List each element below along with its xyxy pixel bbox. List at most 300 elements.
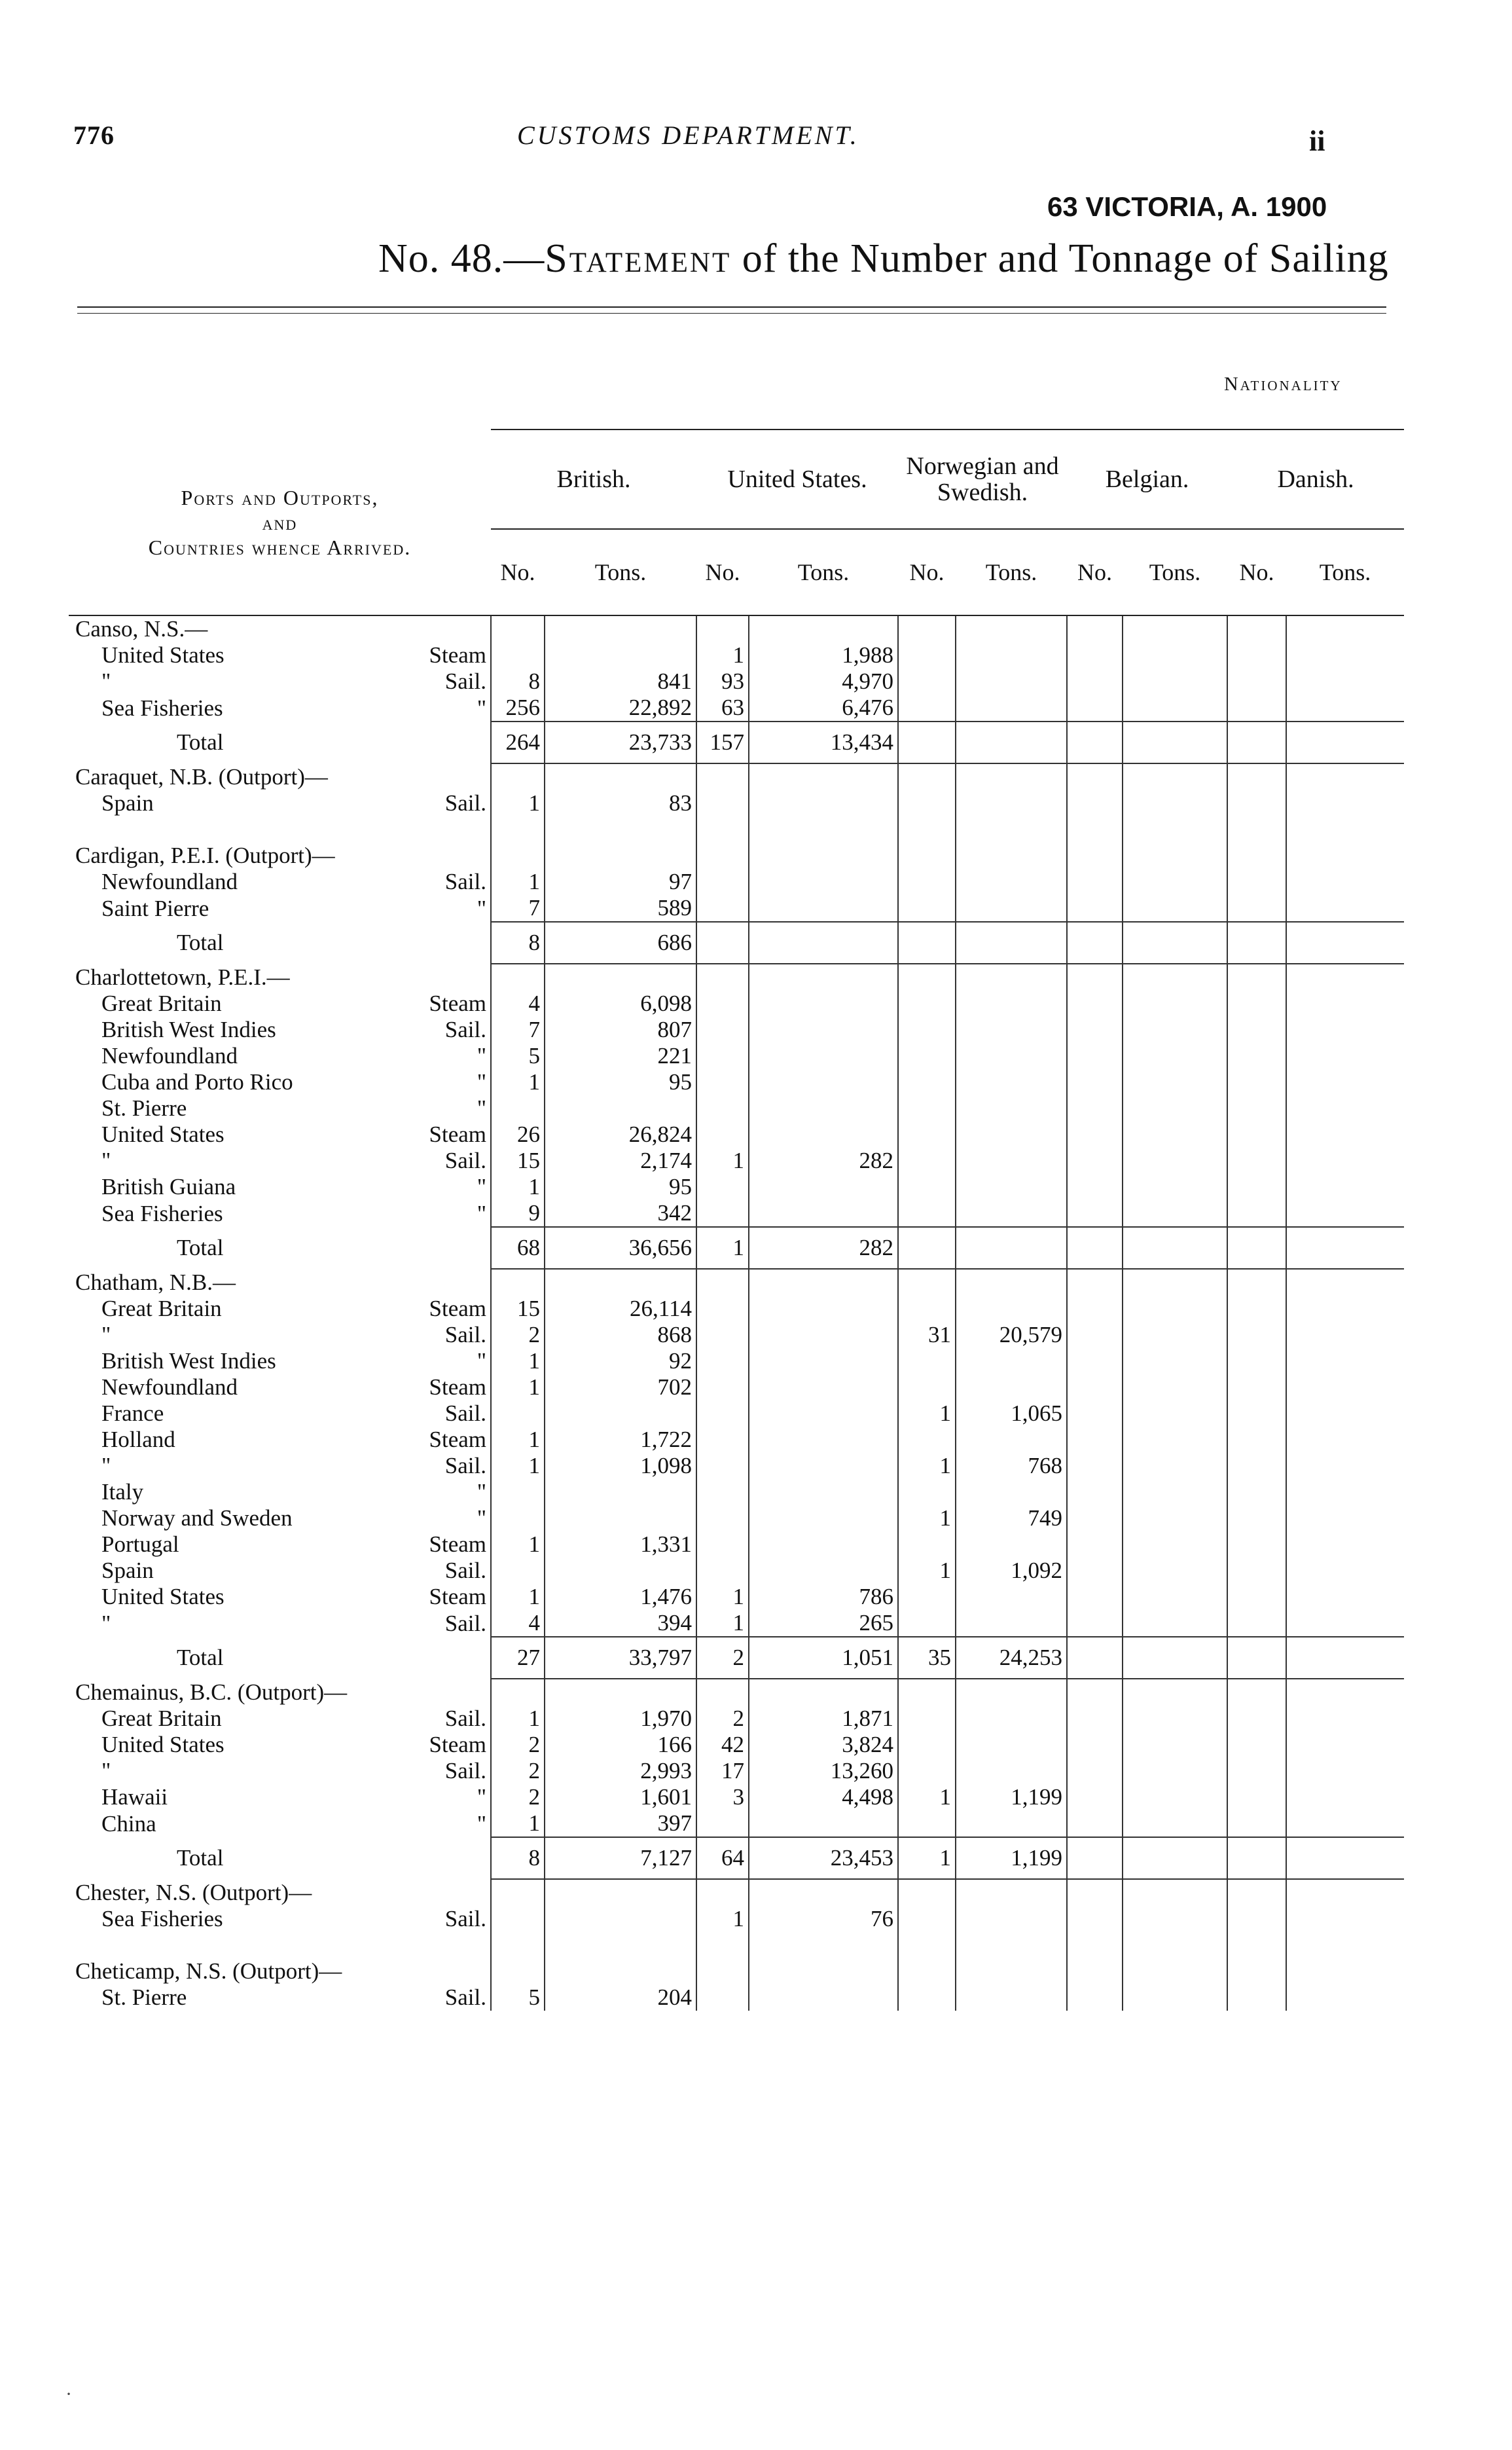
origin-country: Great Britain: [101, 1706, 222, 1731]
empty-cell: [1286, 1531, 1404, 1558]
empty-cell: [956, 1122, 1067, 1148]
empty-cell: [1286, 642, 1404, 668]
empty-cell: [956, 1879, 1067, 1906]
empty-cell: [1286, 1479, 1404, 1505]
empty-cell: [1286, 922, 1404, 964]
empty-cell: [898, 1679, 956, 1706]
tons-cell: 282: [749, 1148, 898, 1174]
origin-country: United States: [101, 642, 225, 668]
tons-cell: 265: [749, 1610, 898, 1637]
vessel-count-cell: 5: [491, 1043, 545, 1069]
tons-cell: 97: [545, 869, 696, 895]
spacer-cell: [545, 816, 696, 843]
empty-cell: [749, 1017, 898, 1043]
origin-country: Norway and Sweden: [101, 1505, 293, 1531]
vessel-count-cell: 1: [491, 1706, 545, 1732]
origin-country: Sea Fisheries: [101, 1906, 223, 1931]
empty-cell: [491, 763, 545, 790]
origin-label-cell: [69, 1148, 491, 1174]
empty-cell: [1227, 869, 1286, 895]
empty-cell: [749, 964, 898, 991]
origin-country: Portugal: [101, 1531, 179, 1557]
vessel-count-cell: 1: [696, 1584, 749, 1610]
empty-cell: [1286, 1174, 1404, 1200]
table-row: [69, 642, 1404, 668]
empty-cell: [956, 843, 1067, 869]
empty-cell: [1123, 668, 1227, 695]
vessel-count-cell: 68: [491, 1227, 545, 1269]
empty-cell: [491, 642, 545, 668]
empty-cell: [956, 1531, 1067, 1558]
vessel-count-cell: 2: [696, 1637, 749, 1679]
origin-country: ": [101, 668, 111, 694]
empty-cell: [898, 922, 956, 964]
statement-title: [378, 236, 1389, 282]
empty-cell: [545, 1400, 696, 1427]
origin-label-cell: [69, 1784, 491, 1810]
empty-cell: [749, 1479, 898, 1505]
empty-cell: [1123, 1784, 1227, 1810]
empty-cell: [545, 843, 696, 869]
empty-cell: [696, 763, 749, 790]
empty-cell: [749, 843, 898, 869]
empty-cell: [545, 1558, 696, 1584]
origin-country: St. Pierre: [101, 1095, 187, 1121]
table-row: [69, 1322, 1404, 1348]
empty-cell: [545, 642, 696, 668]
empty-cell: [1067, 1505, 1123, 1531]
origin-label-cell: [69, 1095, 491, 1122]
vessel-count-cell: 8: [491, 922, 545, 964]
empty-cell: [1067, 1706, 1123, 1732]
empty-cell: [749, 1453, 898, 1479]
title-rule: [77, 306, 1386, 308]
ports-heading: [69, 430, 491, 615]
empty-cell: [1067, 1679, 1123, 1706]
empty-cell: [491, 1095, 545, 1122]
vessel-kind: ": [477, 1784, 486, 1810]
empty-cell: [1227, 1558, 1286, 1584]
vessel-count-cell: 256: [491, 695, 545, 722]
empty-cell: [696, 1531, 749, 1558]
origin-country: ": [101, 1322, 111, 1347]
origin-label-cell: [69, 1610, 491, 1637]
empty-cell: [898, 1732, 956, 1758]
empty-cell: [1123, 642, 1227, 668]
vessel-count-cell: 1: [898, 1400, 956, 1427]
empty-cell: [1067, 869, 1123, 895]
empty-cell: [1227, 1679, 1286, 1706]
tonnage-table-grid: [69, 429, 1404, 2011]
empty-cell: [1286, 763, 1404, 790]
spacer-cell: [956, 816, 1067, 843]
empty-cell: [1227, 964, 1286, 991]
empty-cell: [1067, 1784, 1123, 1810]
empty-cell: [696, 1322, 749, 1348]
empty-cell: [696, 1122, 749, 1148]
place-heading: Chatham, N.B.—: [75, 1270, 236, 1295]
empty-cell: [749, 1531, 898, 1558]
empty-cell: [898, 991, 956, 1017]
empty-cell: [1286, 1017, 1404, 1043]
empty-cell: [1123, 895, 1227, 922]
vessel-kind: ": [477, 1095, 486, 1121]
empty-cell: [1227, 895, 1286, 922]
empty-cell: [749, 1958, 898, 1984]
empty-cell: [545, 1679, 696, 1706]
spacer-cell: [749, 816, 898, 843]
empty-cell: [1227, 695, 1286, 722]
empty-cell: [898, 695, 956, 722]
empty-cell: [1227, 668, 1286, 695]
empty-cell: [1227, 843, 1286, 869]
empty-cell: [898, 1017, 956, 1043]
vessel-kind: Steam: [429, 642, 486, 668]
origin-label-cell: [69, 1400, 491, 1427]
vessel-count-cell: 157: [696, 722, 749, 763]
empty-cell: [956, 1758, 1067, 1784]
nationality-label: Nationality: [1224, 373, 1342, 395]
sub-header-no: No.: [1067, 529, 1123, 615]
origin-country: Spain: [101, 790, 154, 816]
empty-cell: [1067, 1148, 1123, 1174]
tons-cell: 589: [545, 895, 696, 922]
empty-cell: [1227, 1505, 1286, 1531]
tons-cell: 24,253: [956, 1637, 1067, 1679]
tons-cell: 394: [545, 1610, 696, 1637]
origin-label-cell: [69, 1348, 491, 1374]
empty-cell: [1123, 1148, 1227, 1174]
tons-cell: 36,656: [545, 1227, 696, 1269]
empty-cell: [1067, 1958, 1123, 1984]
origin-country: ": [101, 1611, 111, 1636]
empty-cell: [696, 1348, 749, 1374]
vessel-kind: ": [477, 896, 486, 921]
origin-country: Newfoundland: [101, 869, 238, 894]
empty-cell: [545, 1879, 696, 1906]
empty-cell: [696, 1958, 749, 1984]
empty-cell: [1286, 1610, 1404, 1637]
empty-cell: [749, 763, 898, 790]
empty-cell: [898, 1758, 956, 1784]
empty-cell: [696, 790, 749, 816]
origin-country: Sea Fisheries: [101, 1201, 223, 1226]
origin-label-cell: [69, 1174, 491, 1200]
sub-header-tons: Tons.: [545, 529, 696, 615]
empty-cell: [1123, 1174, 1227, 1200]
empty-cell: [1067, 1200, 1123, 1227]
empty-cell: [491, 1679, 545, 1706]
empty-cell: [1123, 1531, 1227, 1558]
vessel-kind: ": [477, 1348, 486, 1374]
empty-cell: [956, 1906, 1067, 1932]
empty-cell: [1286, 1348, 1404, 1374]
tons-cell: 807: [545, 1017, 696, 1043]
empty-cell: [1286, 1984, 1404, 2011]
origin-country: Cuba and Porto Rico: [101, 1069, 293, 1095]
origin-country: China: [101, 1811, 156, 1837]
empty-cell: [696, 991, 749, 1017]
place-heading: Caraquet, N.B. (Outport)—: [75, 764, 328, 790]
empty-cell: [1286, 1296, 1404, 1322]
empty-cell: [898, 1296, 956, 1322]
empty-cell: [1123, 1984, 1227, 2011]
table-row: [69, 695, 1404, 722]
origin-country: Holland: [101, 1427, 175, 1452]
empty-cell: [898, 869, 956, 895]
empty-cell: [1227, 1348, 1286, 1374]
empty-cell: [1286, 1958, 1404, 1984]
vessel-kind: Sail.: [444, 1758, 486, 1783]
spacer-cell: [491, 1932, 545, 1958]
empty-cell: [1286, 1732, 1404, 1758]
empty-cell: [1227, 1610, 1286, 1637]
empty-cell: [696, 1400, 749, 1427]
empty-cell: [1227, 991, 1286, 1017]
empty-cell: [1123, 869, 1227, 895]
place-heading: Cheticamp, N.S. (Outport)—: [75, 1958, 342, 1984]
tons-cell: 13,434: [749, 722, 898, 763]
empty-cell: [491, 1479, 545, 1505]
empty-cell: [491, 964, 545, 991]
empty-cell: [898, 1427, 956, 1453]
tons-cell: 26,114: [545, 1296, 696, 1322]
place-heading-row: [69, 763, 1404, 790]
empty-cell: [1123, 1706, 1227, 1732]
spacer-cell: [1286, 816, 1404, 843]
tons-cell: 7,127: [545, 1837, 696, 1879]
empty-cell: [898, 1706, 956, 1732]
origin-label-cell: [69, 1453, 491, 1479]
tons-cell: 397: [545, 1810, 696, 1837]
vessel-count-cell: 3: [696, 1784, 749, 1810]
empty-cell: [696, 1095, 749, 1122]
vessel-count-cell: 35: [898, 1637, 956, 1679]
empty-cell: [1286, 695, 1404, 722]
vessel-kind: Sail.: [444, 1984, 486, 2010]
empty-cell: [1067, 1906, 1123, 1932]
tons-cell: 1,092: [956, 1558, 1067, 1584]
empty-cell: [696, 1505, 749, 1531]
empty-cell: [491, 1269, 545, 1296]
empty-cell: [1227, 1374, 1286, 1400]
vessel-count-cell: 1: [491, 869, 545, 895]
tons-cell: 92: [545, 1348, 696, 1374]
vessel-count-cell: 64: [696, 1837, 749, 1879]
vessel-count-cell: 264: [491, 722, 545, 763]
table-row: [69, 1906, 1404, 1932]
empty-cell: [898, 1879, 956, 1906]
empty-cell: [898, 763, 956, 790]
tons-cell: 342: [545, 1200, 696, 1227]
vessel-count-cell: 2: [696, 1706, 749, 1732]
empty-cell: [1123, 763, 1227, 790]
empty-cell: [898, 843, 956, 869]
table-row: [69, 1069, 1404, 1095]
empty-cell: [1227, 1837, 1286, 1879]
empty-cell: [1123, 964, 1227, 991]
empty-cell: [956, 1017, 1067, 1043]
sub-header-no: No.: [696, 529, 749, 615]
empty-cell: [749, 1069, 898, 1095]
empty-cell: [956, 1584, 1067, 1610]
empty-cell: [696, 964, 749, 991]
empty-cell: [1123, 1505, 1227, 1531]
table-row: [69, 1706, 1404, 1732]
place-heading-row: [69, 1958, 1404, 1984]
origin-country: France: [101, 1400, 164, 1426]
vessel-count-cell: 1: [898, 1453, 956, 1479]
vessel-kind: Sail.: [444, 668, 486, 694]
empty-cell: [1123, 1958, 1227, 1984]
origin-label-cell: [69, 1479, 491, 1505]
origin-country: British West Indies: [101, 1017, 276, 1042]
empty-cell: [1067, 964, 1123, 991]
origin-label-cell: [69, 1043, 491, 1069]
place-heading-row: [69, 964, 1404, 991]
empty-cell: [956, 1679, 1067, 1706]
empty-cell: [1286, 1453, 1404, 1479]
empty-cell: [1286, 895, 1404, 922]
empty-cell: [1227, 1122, 1286, 1148]
table-row: [69, 1732, 1404, 1758]
table-row: [69, 1043, 1404, 1069]
empty-cell: [1067, 1558, 1123, 1584]
empty-cell: [1067, 1269, 1123, 1296]
empty-cell: [956, 1095, 1067, 1122]
origin-country: Sea Fisheries: [101, 695, 223, 721]
table-row: [69, 1348, 1404, 1374]
empty-cell: [1123, 1017, 1227, 1043]
vessel-count-cell: 1: [898, 1505, 956, 1531]
vessel-count-cell: 1: [696, 1906, 749, 1932]
empty-cell: [696, 1174, 749, 1200]
empty-cell: [898, 1348, 956, 1374]
vessel-kind: Sail.: [444, 1558, 486, 1583]
empty-cell: [898, 1174, 956, 1200]
sub-header-tons: Tons.: [749, 529, 898, 615]
spacer-cell: [1123, 1932, 1227, 1958]
empty-cell: [1123, 1296, 1227, 1322]
empty-cell: [696, 1558, 749, 1584]
table-body: [69, 615, 1404, 2011]
tons-cell: 6,476: [749, 695, 898, 722]
vessel-count-cell: 93: [696, 668, 749, 695]
empty-cell: [956, 964, 1067, 991]
tons-cell: 1,476: [545, 1584, 696, 1610]
empty-cell: [898, 1200, 956, 1227]
vessel-count-cell: 42: [696, 1732, 749, 1758]
empty-cell: [1123, 991, 1227, 1017]
empty-cell: [1227, 1069, 1286, 1095]
origin-label-cell: [69, 1531, 491, 1558]
empty-cell: [956, 1427, 1067, 1453]
empty-cell: [749, 1810, 898, 1837]
table-row: [69, 1810, 1404, 1837]
vessel-kind: Sail.: [444, 1017, 486, 1042]
empty-cell: [696, 1479, 749, 1505]
empty-cell: [491, 1400, 545, 1427]
empty-cell: [1123, 1348, 1227, 1374]
vessel-kind: Sail.: [444, 1906, 486, 1931]
vessel-kind: ": [477, 1505, 486, 1531]
table-row: [69, 1122, 1404, 1148]
empty-cell: [956, 642, 1067, 668]
tons-cell: 686: [545, 922, 696, 964]
empty-cell: [749, 991, 898, 1017]
table-row: [69, 1374, 1404, 1400]
vessel-count-cell: 2: [491, 1758, 545, 1784]
empty-cell: [1286, 964, 1404, 991]
empty-cell: [1067, 1984, 1123, 2011]
statement-title-prefix: No. 48.—: [378, 236, 545, 281]
empty-cell: [1067, 1400, 1123, 1427]
empty-cell: [749, 1296, 898, 1322]
empty-cell: [1123, 1374, 1227, 1400]
vessel-kind: Steam: [429, 1374, 486, 1400]
vessel-count-cell: 17: [696, 1758, 749, 1784]
empty-cell: [1286, 1784, 1404, 1810]
origin-country: Italy: [101, 1479, 144, 1505]
empty-cell: [956, 1810, 1067, 1837]
table-row: [69, 1784, 1404, 1810]
empty-cell: [1286, 1374, 1404, 1400]
vessel-count-cell: 9: [491, 1200, 545, 1227]
tons-cell: 83: [545, 790, 696, 816]
empty-cell: [1067, 1227, 1123, 1269]
empty-cell: [696, 1984, 749, 2011]
empty-cell: [749, 1505, 898, 1531]
empty-cell: [1123, 1269, 1227, 1296]
empty-cell: [898, 1810, 956, 1837]
empty-cell: [956, 922, 1067, 964]
table-row: [69, 1531, 1404, 1558]
statement-title-rest: of the Number and Tonnage of Sailing: [731, 236, 1389, 281]
table-row: [69, 790, 1404, 816]
tons-cell: 204: [545, 1984, 696, 2011]
empty-cell: [1227, 790, 1286, 816]
empty-cell: [1286, 1810, 1404, 1837]
empty-cell: [1123, 1322, 1227, 1348]
origin-label-cell: [69, 1200, 491, 1227]
empty-cell: [956, 1148, 1067, 1174]
place-heading-row: [69, 1879, 1404, 1906]
empty-cell: [749, 895, 898, 922]
empty-cell: [898, 790, 956, 816]
empty-cell: [1123, 1069, 1227, 1095]
empty-cell: [898, 1227, 956, 1269]
empty-cell: [1286, 1400, 1404, 1427]
empty-cell: [898, 895, 956, 922]
empty-cell: [1067, 1531, 1123, 1558]
table-row: [69, 1584, 1404, 1610]
tons-cell: 841: [545, 668, 696, 695]
empty-cell: [696, 1200, 749, 1227]
spacer-cell: [1286, 1932, 1404, 1958]
vessel-count-cell: 15: [491, 1148, 545, 1174]
empty-cell: [1067, 615, 1123, 642]
tons-cell: 13,260: [749, 1758, 898, 1784]
empty-cell: [1227, 1017, 1286, 1043]
empty-cell: [898, 964, 956, 991]
empty-cell: [956, 1069, 1067, 1095]
origin-label-cell: [69, 668, 491, 695]
empty-cell: [898, 642, 956, 668]
tons-cell: 23,733: [545, 722, 696, 763]
empty-cell: [749, 1043, 898, 1069]
empty-cell: [1067, 642, 1123, 668]
tons-cell: 76: [749, 1906, 898, 1932]
